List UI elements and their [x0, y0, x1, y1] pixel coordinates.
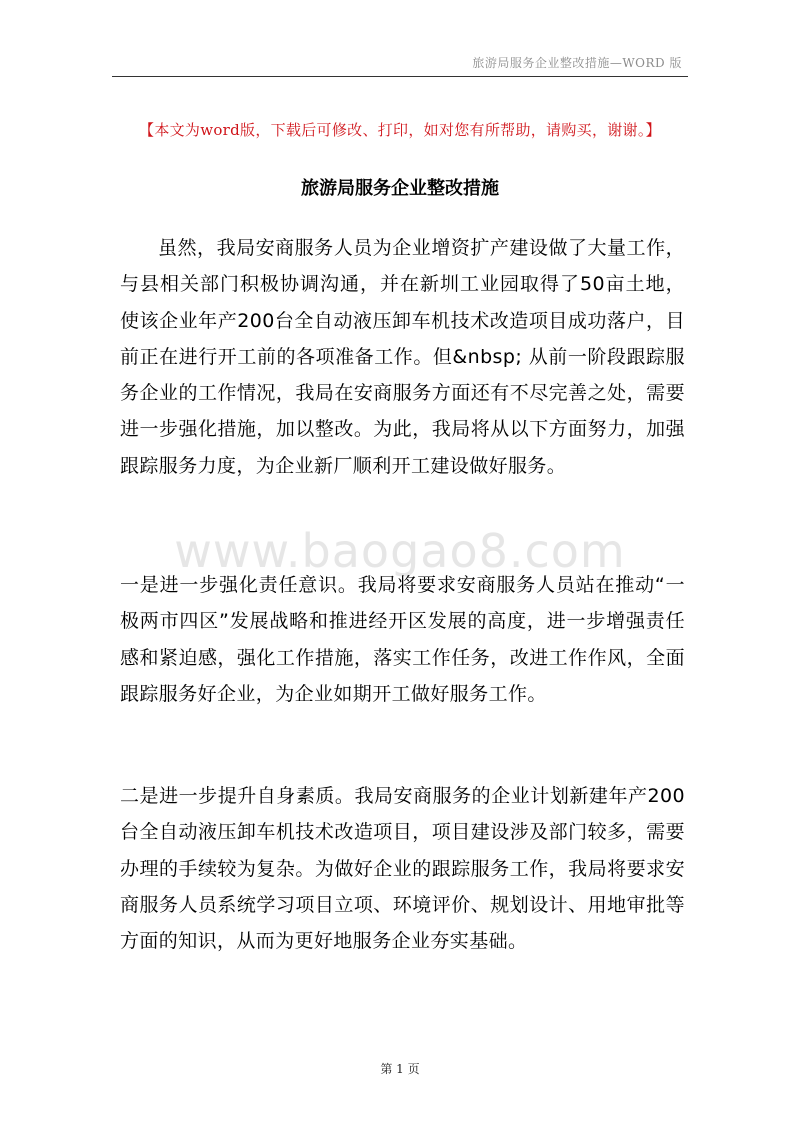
download-notice: 【本文为word版，下载后可修改、打印，如对您有所帮助，请购买，谢谢。】 — [139, 121, 661, 139]
page-number: 第 1 页 — [380, 1062, 420, 1076]
running-header-title: 旅游局服务企业整改措施—WORD 版 — [472, 56, 682, 70]
document-title: 旅游局服务企业整改措施 — [301, 178, 499, 199]
paragraph-responsibility: 一是进一步强化责任意识。我局将要求安商服务人员站在推动“一极两市四区”发展战略和推进经开区发展的高度，进一步增强责任感和紧迫感，强化工作措施，落实工作任务，改进工作作风，全面跟踪服务好企业，为企业如期开工做好服务工作。 — [120, 574, 685, 705]
watermark-text: www.baogao8.com — [174, 524, 626, 578]
paragraph-quality: 二是进一步提升自身素质。我局安商服务的企业计划新建年产200台全自动液压卸车机技术改造项目，项目建设涉及部门较多，需要办理的手续较为复杂。为做好企业的跟踪服务工作，我局将要求安商服务人员系统学习项目立项、环境评价、规划设计、用地审批等方面的知识，从而为更好地服务企业夯实基础。 — [120, 785, 685, 953]
header-divider — [112, 76, 688, 77]
paragraph-intro: 虽然，我局安商服务人员为企业增资扩产建设做了大量工作，与县相关部门积极协调沟通，并在新圳工业园取得了50亩土地，使该企业年产200台全自动液压卸车机技术改造项目成功落户，目前正在进行开工前的各项准备工作。但&nbsp; 从前一阶段跟踪服务企业的工作情况，我局在安商服务方面还有不尽完善之处，需要进一步强化措施，加以整改。为此，我局将从以下方面努力，加强跟踪服务力度，为企业新厂顺利开工建设做好服务。 — [120, 237, 685, 477]
